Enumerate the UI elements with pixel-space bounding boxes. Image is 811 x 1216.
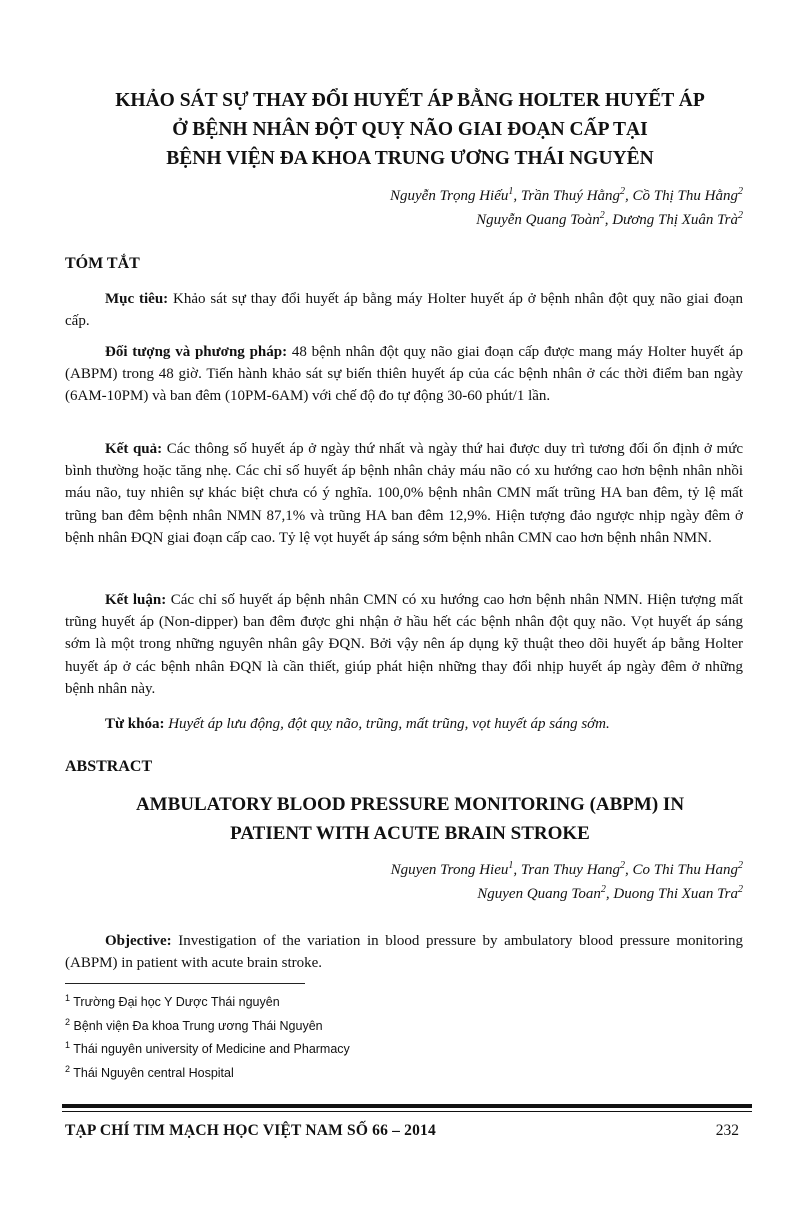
tu-khoa-label: Từ khóa: xyxy=(105,716,165,732)
doi-tuong-label: Đối tượng và phương pháp: xyxy=(105,344,288,360)
author-name: , Co Thi Thu Hang xyxy=(625,862,738,878)
ket-luan-text: Các chỉ số huyết áp bệnh nhân CMN có xu hướng cao hơn bệnh nhân NMN. Hiện tượng mất trũng huyết áp (Non-dipper) ban đêm được ghi nhận ở hầu hết các bệnh nhân đột quỵ não. Vọt huyết áp sáng sớm là một trong những nguyên nhân gây ĐQN. Bởi vậy nên áp dụng kỹ thuật theo dõi huyết áp bằng Holter huyết áp ở các bệnh nhân ĐQN là cần thiết, giúp phát hiện những thay đổi nhịp huyết áp ngày đêm ở những bệnh nhân này. xyxy=(65,592,743,697)
objective-label: Objective: xyxy=(105,933,172,949)
footnote-text: Trường Đại học Y Dược Thái nguyên xyxy=(70,995,280,1009)
footer-rule-thin xyxy=(62,1111,752,1112)
ket-luan-label: Kết luận: xyxy=(105,592,167,608)
footnote-text: Bệnh viện Đa khoa Trung ương Thái Nguyên xyxy=(70,1018,323,1033)
footnote-mark: 2 xyxy=(65,1063,71,1074)
english-title-line-2: PATIENT WITH ACUTE BRAIN STROKE xyxy=(230,823,590,844)
affiliation-mark: 2 xyxy=(620,860,626,871)
affiliation-mark: 2 xyxy=(599,210,605,221)
muc-tieu-text: Khảo sát sự thay đổi huyết áp bằng máy Holter huyết áp ở bệnh nhân đột quỵ não giai đoạn cấp. xyxy=(65,291,743,330)
doi-tuong-text: 48 bệnh nhân đột quỵ não giai đoạn cấp được mang máy Holter huyết áp (ABPM) trong 48 giờ. Tiến hành khảo sát sự biến thiên huyết áp của các bệnh nhân ở các thời điểm ban ngày (6AM-10PM) và ban đêm (10PM-6AM) với chế độ đo tự động 30-60 phút/1 lần. xyxy=(65,344,743,405)
author-name: , Cồ Thị Thu Hằng xyxy=(625,188,738,204)
footnote-mark: 2 xyxy=(65,1016,71,1027)
author-name: , Tran Thuy Hang xyxy=(513,862,621,878)
doi-tuong-paragraph xyxy=(65,341,743,408)
tu-khoa-text: Huyết áp lưu động, đột quỵ não, trũng, mất trũng, vọt huyết áp sáng sớm. xyxy=(164,716,610,732)
author-name: Nguyen Trong Hieu xyxy=(390,862,509,878)
ket-qua-label: Kết quả: xyxy=(105,441,163,457)
ket-qua-paragraph xyxy=(65,438,743,549)
vietnamese-authors-line-2 xyxy=(390,208,743,232)
footnote-item xyxy=(65,1015,350,1039)
footnote-item xyxy=(65,1062,350,1086)
affiliation-mark: 2 xyxy=(738,186,743,197)
vietnamese-authors-line-1 xyxy=(390,184,743,208)
vietnamese-title-line-1: KHẢO SÁT SỰ THAY ĐỔI HUYẾT ÁP BẰNG HOLTER HUYẾT ÁP xyxy=(115,90,705,111)
affiliation-mark: 2 xyxy=(620,186,626,197)
footnote-text: Thái Nguyên central Hospital xyxy=(70,1065,234,1080)
ket-luan-paragraph xyxy=(65,589,743,700)
affiliation-mark: 1 xyxy=(508,860,514,871)
english-authors-line-1 xyxy=(391,858,743,882)
footnote-text: Thái nguyên university of Medicine and Pharmacy xyxy=(70,1042,350,1056)
english-authors-line-2 xyxy=(391,882,743,906)
affiliation-mark: 2 xyxy=(738,210,743,221)
affiliation-mark: 2 xyxy=(738,884,743,895)
abstract-heading: ABSTRACT xyxy=(65,758,153,775)
footnote-mark: 1 xyxy=(65,1039,71,1050)
english-title-line-1: AMBULATORY BLOOD PRESSURE MONITORING (ABPM) IN xyxy=(135,794,685,815)
tom-tat-heading: TÓM TẮT xyxy=(65,255,140,272)
objective-text: Investigation of the variation in blood pressure by ambulatory blood pressure monitoring (ABPM) in patient with acute brain stroke. xyxy=(65,933,743,972)
vietnamese-authors xyxy=(390,184,743,232)
affiliation-mark: 2 xyxy=(600,884,606,895)
footnote-divider xyxy=(65,983,305,984)
author-name: , Trần Thuý Hằng xyxy=(513,188,621,204)
vietnamese-title xyxy=(60,86,760,173)
footnote-item xyxy=(65,991,350,1015)
footnote-item xyxy=(65,1038,350,1062)
vietnamese-title-line-2: Ở BỆNH NHÂN ĐỘT QUỴ NÃO GIAI ĐOẠN CẤP TẠI xyxy=(172,119,648,140)
objective-paragraph xyxy=(65,930,743,974)
footer-rule-thick xyxy=(62,1104,752,1108)
english-title xyxy=(60,790,760,848)
footer-journal-name: TẠP CHÍ TIM MẠCH HỌC VIỆT NAM SỐ 66 – 2014 xyxy=(65,1122,436,1139)
author-name: Nguyễn Trọng Hiếu xyxy=(390,188,509,204)
footnote-mark: 1 xyxy=(65,992,71,1003)
vietnamese-title-line-3: BỆNH VIỆN ĐA KHOA TRUNG ƯƠNG THÁI NGUYÊN xyxy=(166,148,654,169)
footnotes xyxy=(65,991,350,1085)
author-name: , Duong Thi Xuan Tra xyxy=(605,886,738,902)
tu-khoa-paragraph xyxy=(65,713,743,735)
english-authors xyxy=(391,858,743,906)
muc-tieu-label: Mục tiêu: xyxy=(105,291,169,307)
author-name: , Dương Thị Xuân Trà xyxy=(604,212,738,228)
footer-page-number: 232 xyxy=(715,1122,739,1139)
affiliation-mark: 1 xyxy=(508,186,514,197)
author-name: Nguyen Quang Toan xyxy=(477,886,601,902)
affiliation-mark: 2 xyxy=(738,860,743,871)
muc-tieu-paragraph xyxy=(65,288,743,332)
author-name: Nguyễn Quang Toàn xyxy=(476,212,600,228)
ket-qua-text: Các thông số huyết áp ở ngày thứ nhất và ngày thứ hai được duy trì tương đối ổn định ở mức bình thường hoặc tăng nhẹ. Các chỉ số huyết áp bệnh nhân chảy máu não có xu hướng cao hơn bệnh nhân nhồi máu não, tuy nhiên sự khác biệt chưa có ý nghĩa. 100,0% bệnh nhân CMN mất trũng HA ban đêm, tỷ lệ mất trũng ban đêm bệnh nhân NMN 87,1% và trũng HA ban đêm 12,9%. Hiện tượng đảo ngược nhịp ngày đêm ở bệnh nhân ĐQN giai đoạn cấp cao. Tỷ lệ vọt huyết áp sáng sớm bệnh nhân CMN cao hơn bệnh nhân NMN. xyxy=(65,441,744,546)
